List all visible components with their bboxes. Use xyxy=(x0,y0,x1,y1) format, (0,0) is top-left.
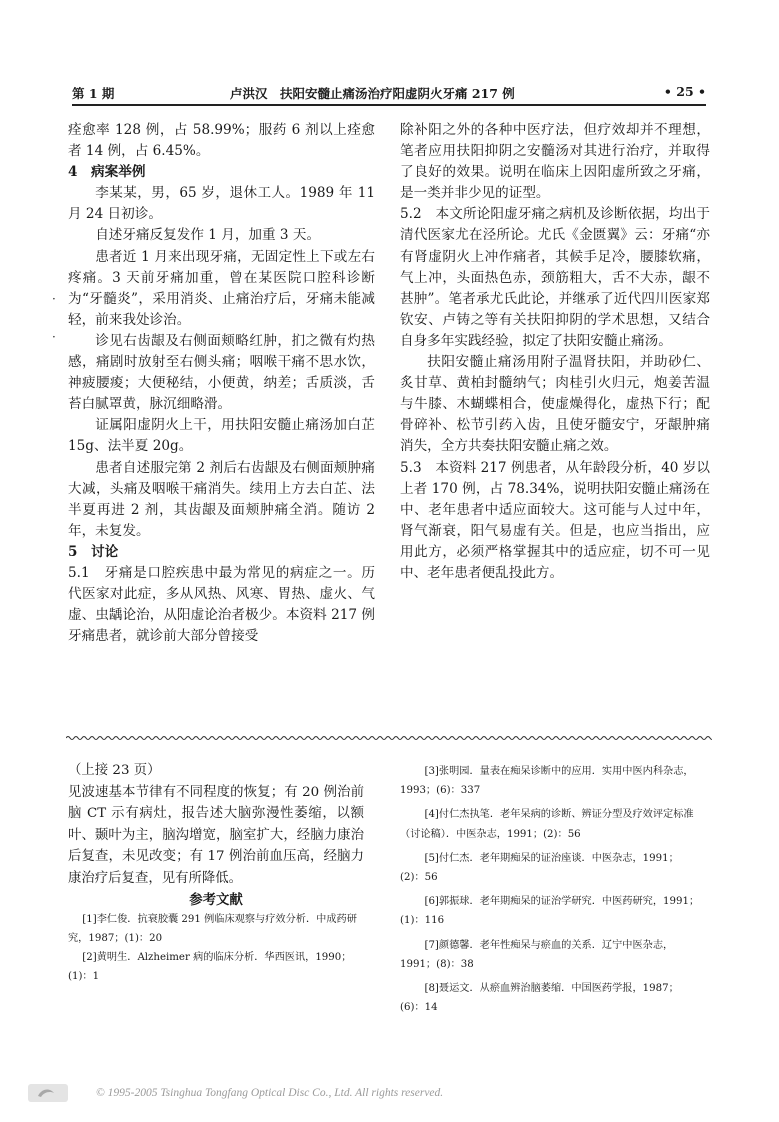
continued-column xyxy=(68,760,364,986)
paragraph: 患者近 1 月来出现牙痛，无固定性上下或左右疼痛。3 天前牙痛加重，曾在某医院口腔科诊断为“牙髓炎”，采用消炎、止痛治疗后，牙痛未能减轻，前来我处诊治。 xyxy=(68,248,375,328)
section-heading-case: 4 病案举例 xyxy=(68,164,146,181)
reference-item: [7]颜德馨．老年性痴呆与瘀血的关系．辽宁中医杂志，1991；(8)：38 xyxy=(400,939,674,970)
copyright-footer xyxy=(28,1086,728,1106)
scan-mark: · xyxy=(52,330,56,344)
reference-item: [8]聂运文．从瘀血辨治脑萎缩．中国医药学报，1987；(6)：14 xyxy=(400,983,679,1014)
reference-item: [6]郭振球．老年期痴呆的证治学研究．中医药研究，1991；(1)：116 xyxy=(400,896,700,927)
references-title: 参考文献 xyxy=(189,891,243,908)
reference-item: [2]黄明生．Alzheimer 病的临床分析．华西医讯，1990；(1)：1 xyxy=(68,951,352,983)
continued-label: （上接 23 页） xyxy=(68,763,161,778)
running-header xyxy=(72,82,706,106)
paragraph: 5.1 牙痛是口腔疾患中最为常见的病症之一。历代医家对此症，多从风热、风寒、胃热、虚火、气虚、虫龋论治，从阳虚论治者极少。本资料 217 例牙痛患者，就诊前大部分曾接受 xyxy=(68,564,375,645)
reference-item: [5]付仁杰．老年期痴呆的证治座谈．中医杂志，1991；(2)：56 xyxy=(400,852,679,884)
paragraph: 5.2 本文所论阳虚牙痛之病机及诊断依据，均出于清代医家尤在泾所论。尤氏《金匮翼》云：牙痛“亦有肾虚阴火上冲作痛者，其候手足冷，腰膝软痛，气上冲，头面热色赤，颈筋粗大，舌不大赤，龈不甚肿”。笔者承尤氏此论，并继承了近代四川医家郑钦安、卢铸之等有关扶阳抑阴的学术思想，又结合自身多年实践经验，拟定了扶阳安髓止痛汤。 xyxy=(400,206,710,349)
paragraph: 李某某，男，65 岁，退休工人。1989 年 11 月 24 日初诊。 xyxy=(68,185,375,223)
reference-item: [3]张明园．量表在痴呆诊断中的应用．实用中医内科杂志，1993；(6)：337 xyxy=(400,766,694,797)
article-column-right xyxy=(400,120,710,584)
paragraph: 扶阳安髓止痛汤用附子温肾扶阳，并助砂仁、炙甘草、黄柏封髓纳气；肉桂引火归元，炮姜苦温与牛膝、木蝴蝶相合，使虚燥得化，虚热下行；配骨碎补、松节引药入齿，且使牙髓安宁，牙龈肿痛消失，全方共奏扶阳安髓止痛之效。 xyxy=(400,354,710,455)
reference-item: [4]付仁杰执笔．老年呆病的诊断、辨证分型及疗效评定标准（讨论稿）．中医杂志，1991；(2)：56 xyxy=(400,809,694,840)
scan-mark: · xyxy=(52,292,56,306)
page-number: • 25 • xyxy=(663,84,706,99)
paragraph: 诊见右齿龈及右侧面颊略红肿，扪之微有灼热感，痛剧时放射至右侧头痛；咽喉干痛不思水饮，神疲腰痠；大便秘结，小便黄，纳差；舌质淡，舌苔白腻罩黄，脉沉细略滑。 xyxy=(68,332,375,413)
paragraph: 5.3 本资料 217 例患者，从年龄段分析，40 岁以上者 170 例，占 78.34%，说明扶阳安髓止痛汤在中、老年患者中适应面较大。这可能与人过中年，肾气渐衰，阳气易虚有关。但是，也应当指出，应用此方，必须严格掌握其中的适应症，切不可一见中、老年患者便乱投此方。 xyxy=(400,459,710,581)
section-heading-discussion: 5 讨论 xyxy=(68,543,119,560)
reference-item: [1]李仁俊．抗衰胶囊 291 例临床观察与疗效分析．中成药研究，1987；(1)：20 xyxy=(68,913,357,944)
paragraph: 患者自述服完第 2 剂后右齿龈及右侧面颊肿痛大减，头痛及咽喉干痛消失。续用上方去白芷、法半夏再进 2 剂，其齿龈及面颊肿痛全消。随访 2 年，未复发。 xyxy=(68,459,375,539)
continued-text: 见波速基本节律有不同程度的恢复；有 20 例治前脑 CT 示有病灶，报告述大脑弥漫性萎缩，以额叶、颞叶为主，脑沟增宽，脑室扩大，经脑力康治后复查，未见改变；有 17 例治前血压高，经脑力康治疗后复查，见有所降低。 xyxy=(68,784,364,886)
publisher-logo-icon xyxy=(28,1084,68,1102)
wavy-divider xyxy=(66,734,712,742)
paragraph: 自述牙痛反复发作 1 月，加重 3 天。 xyxy=(95,227,321,244)
paragraph: 除补阳之外的各种中医疗法，但疗效却并不理想，笔者应用扶阳抑阴之安髓汤对其进行治疗，并取得了良好的效果。说明在临床上因阳虚所致之牙痛，是一类并非少见的证型。 xyxy=(400,122,710,202)
copyright-text: © 1995-2005 Tsinghua Tongfang Optical Disc Co., Ltd. All rights reserved. xyxy=(96,1087,444,1099)
paragraph: 证属阳虚阴火上干，用扶阳安髓止痛汤加白芷 15g、法半夏 20g。 xyxy=(68,417,375,455)
article-column-left xyxy=(68,120,375,647)
paragraph: 痊愈率 128 例，占 58.99%；服药 6 剂以上痊愈者 14 例，占 6.45%。 xyxy=(68,122,375,160)
issue-number: 第 1 期 xyxy=(72,86,115,101)
running-title: 卢洪汉 扶阳安髓止痛汤治疗阳虚阴火牙痛 217 例 xyxy=(230,86,515,101)
references-column xyxy=(400,762,700,1022)
